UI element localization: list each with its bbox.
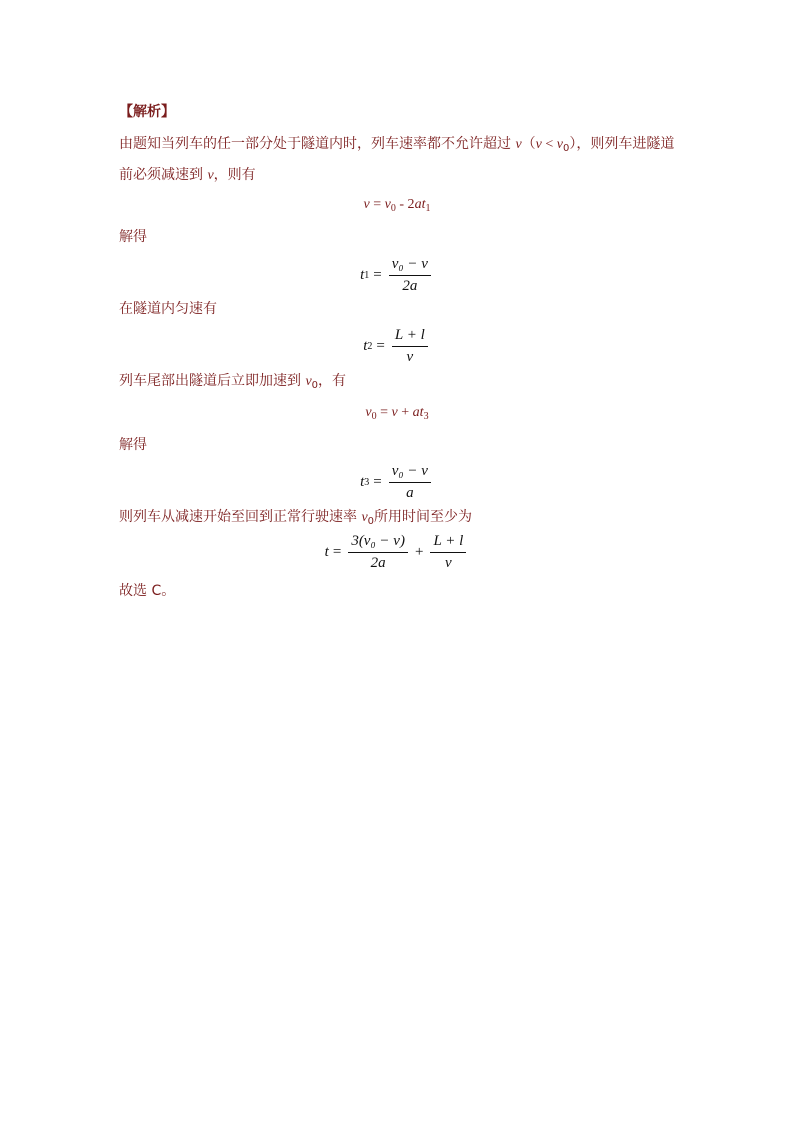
f2-numerator: L + l (392, 327, 428, 347)
formula-total (0, 533, 794, 572)
f1-fraction (389, 256, 431, 295)
eq1-sub0: 0 (390, 203, 396, 214)
var-v0: v (305, 374, 312, 389)
f1-numerator: v₀ − v (389, 256, 431, 276)
eq3-sub3: 3 (423, 411, 429, 422)
sub-zero: 0 (563, 143, 570, 154)
f3-denominator: a (406, 485, 414, 501)
var-v-inner: v (535, 137, 542, 152)
var-v0: v (361, 510, 368, 525)
section-heading: 【解析】 (119, 104, 175, 120)
f4-plus: + (414, 544, 424, 560)
eq1-lhs: v (363, 197, 370, 212)
f4-denominator-2: v (445, 555, 452, 571)
f1-eq: = (373, 267, 382, 283)
f3-numerator: v₀ − v (389, 463, 431, 483)
f4-fraction-1 (348, 533, 408, 572)
label-tunnel: 在隧道内匀速有 (119, 301, 217, 317)
tail-text-b: ，有 (318, 373, 347, 389)
eq3-eqsign: = (376, 405, 392, 420)
var-v: v (515, 137, 522, 152)
sub-zero: 0 (367, 516, 375, 527)
f3-eq: = (373, 474, 382, 490)
f1-lhs: t (360, 267, 365, 283)
paragraph-total-time (119, 508, 472, 527)
total-text-a: 则列车从减速开始至回到正常行驶速率 (119, 509, 362, 525)
paragraph-intro (119, 135, 674, 154)
intro-text-a: 由题知当列车的任一部分处于隧道内时，列车速率都不允许超过 (119, 136, 516, 152)
equation-decel (0, 197, 794, 213)
formula-t2: t 2 = $\frac{L + l}{v}$ (0, 327, 794, 366)
f3-fraction (389, 463, 431, 502)
f2-fraction (392, 327, 428, 366)
eq3-v0: v (365, 405, 372, 420)
eq1-v0: v (384, 197, 391, 212)
eq1-sub1: 1 (425, 203, 431, 214)
eq3-v: v (391, 405, 398, 420)
intro-cont-text-b: ，则有 (213, 167, 256, 183)
less-than: < (541, 137, 557, 152)
conclusion: 故选 C。 (119, 583, 176, 599)
tail-text-a: 列车尾部出隧道后立即加速到 (119, 373, 306, 389)
intro-cont-text-a: 前必须减速到 (119, 167, 208, 183)
f2-eq: = (376, 338, 385, 354)
eq1-at: at (414, 197, 426, 212)
paragraph-intro-cont (119, 166, 256, 185)
f2-denominator: v (406, 349, 414, 365)
f4-lhs: t (324, 544, 329, 560)
eq1-eqsign: = (369, 197, 385, 212)
formula-t3: t 3 = $\frac{\text{v₀ − v}}{a}$ (0, 463, 794, 502)
f2-lhs: t (363, 338, 368, 354)
eq3-plus: + (397, 405, 413, 420)
paren-open: （ (521, 136, 536, 152)
label-solve-2: 解得 (119, 437, 147, 453)
f3-lhs: t (360, 474, 365, 490)
eq1-rest: - 2 (395, 197, 415, 212)
f4-numerator-1: 3(v₀ − v) (348, 533, 408, 553)
var-v0: v (556, 137, 564, 152)
f1-denominator: 2a (402, 278, 418, 294)
f4-fraction-2 (430, 533, 466, 572)
f4-eq: = (332, 544, 342, 560)
paren-close: ） (569, 136, 577, 152)
equation-accel (0, 405, 794, 421)
label-solve-1: 解得 (119, 229, 147, 245)
paragraph-tail-exit (119, 372, 346, 391)
var-v: v (207, 168, 214, 183)
total-text-b: 所用时间至少为 (374, 509, 473, 525)
formula-t1: t 1 = $\frac{\text{v₀ − v}}{2a}$ (0, 256, 794, 295)
sub-zero: 0 (311, 380, 319, 391)
intro-text-b: ，则列车进隧道 (576, 136, 675, 152)
eq3-at: at (412, 405, 424, 420)
eq3-sub0: 0 (371, 411, 377, 422)
f4-denominator-1: 2a (370, 555, 386, 571)
f4-numerator-2: L + l (430, 533, 466, 553)
